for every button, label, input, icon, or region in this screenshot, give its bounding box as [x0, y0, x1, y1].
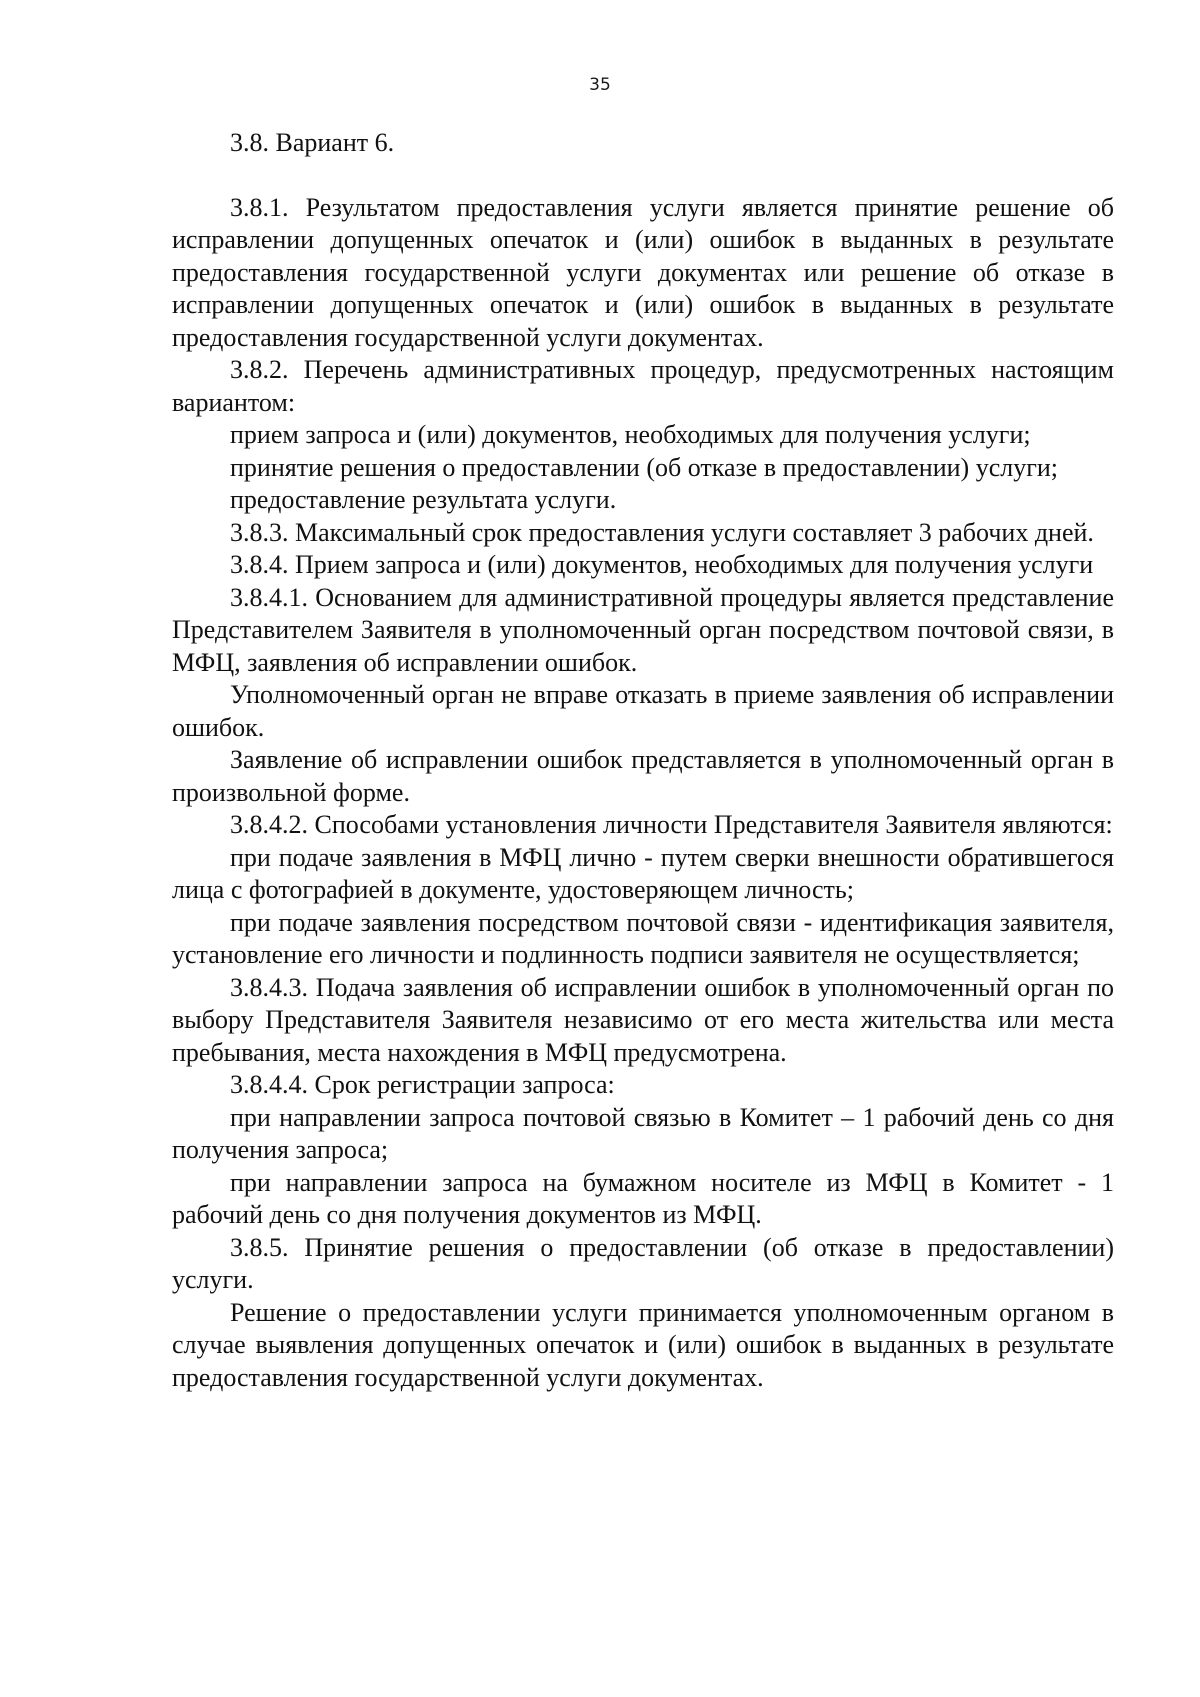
paragraph-mfc-deadline: при направлении запроса на бумажном носителе из МФЦ в Комитет - 1 рабочий день со дня получения документов из МФЦ.	[172, 1167, 1114, 1229]
paragraph-3-8-1: 3.8.1. Результатом предоставления услуги является принятие решение об исправлении допущенных опечаток и (или) ошибок в выданных в результате предоставления государственной услуги документах или решение об отказе в исправлении допущенных опечаток и (или) ошибок в выданных в результате предоставления государственной услуги документах.	[172, 192, 1114, 352]
list-item-procedure-3: предоставление результата услуги.	[230, 485, 617, 514]
paragraph-3-8-4-2: 3.8.4.2. Способами установления личности Представителя Заявителя являются:	[230, 810, 1113, 839]
paragraph-in-person: при подаче заявления в МФЦ лично - путем сверки внешности обратившегося лица с фотографией в документе, удостоверяющем личность;	[172, 842, 1114, 904]
paragraph-3-8-2: 3.8.2. Перечень административных процедур, предусмотренных настоящим вариантом:	[172, 355, 1114, 417]
paragraph-3-8-4: 3.8.4. Прием запроса и (или) документов, необходимых для получения услуги	[230, 550, 1094, 579]
paragraph-by-post: при подаче заявления посредством почтовой связи - идентификация заявителя, установление его личности и подлинность подписи заявителя не осуществляется;	[172, 907, 1114, 969]
paragraph-no-refusal: Уполномоченный орган не вправе отказать в приеме заявления об исправлении ошибок.	[172, 680, 1114, 742]
paragraph-3-8-5: 3.8.5. Принятие решения о предоставлении (об отказе в предоставлении) услуги.	[172, 1232, 1114, 1294]
list-item-procedure-1: прием запроса и (или) документов, необходимых для получения услуги;	[230, 420, 1031, 449]
paragraph-3-8-4-3: 3.8.4.3. Подача заявления об исправлении ошибок в уполномоченный орган по выбору Представителя Заявителя независимо от его места жительства или места пребывания, места нахождения в МФЦ предусмотрена.	[172, 972, 1114, 1067]
paragraph-3-8-4-4: 3.8.4.4. Срок регистрации запроса:	[230, 1070, 615, 1099]
paragraph-3-8-4-1: 3.8.4.1. Основанием для административной процедуры является представление Представителем Заявителя в уполномоченный орган посредством почтовой связи, в МФЦ, заявления об исправлении ошибок.	[172, 582, 1114, 677]
document-body	[172, 127, 1114, 1394]
list-item-procedure-2: принятие решения о предоставлении (об отказе в предоставлении) услуги;	[230, 452, 1059, 482]
section-heading: 3.8. Вариант 6.	[230, 128, 395, 157]
paragraph-3-8-3: 3.8.3. Максимальный срок предоставления услуги составляет 3 рабочих дней.	[230, 517, 1094, 547]
paragraph-free-form: Заявление об исправлении ошибок представляется в уполномоченный орган в произвольной форме.	[172, 745, 1114, 807]
paragraph-decision: Решение о предоставлении услуги принимается уполномоченным органом в случае выявления допущенных опечаток и (или) ошибок в выданных в результате предоставления государственной услуги документах.	[172, 1297, 1114, 1392]
paragraph-post-deadline: при направлении запроса почтовой связью в Комитет – 1 рабочий день со дня получения запроса;	[172, 1102, 1114, 1164]
page-number: 35	[589, 75, 611, 95]
